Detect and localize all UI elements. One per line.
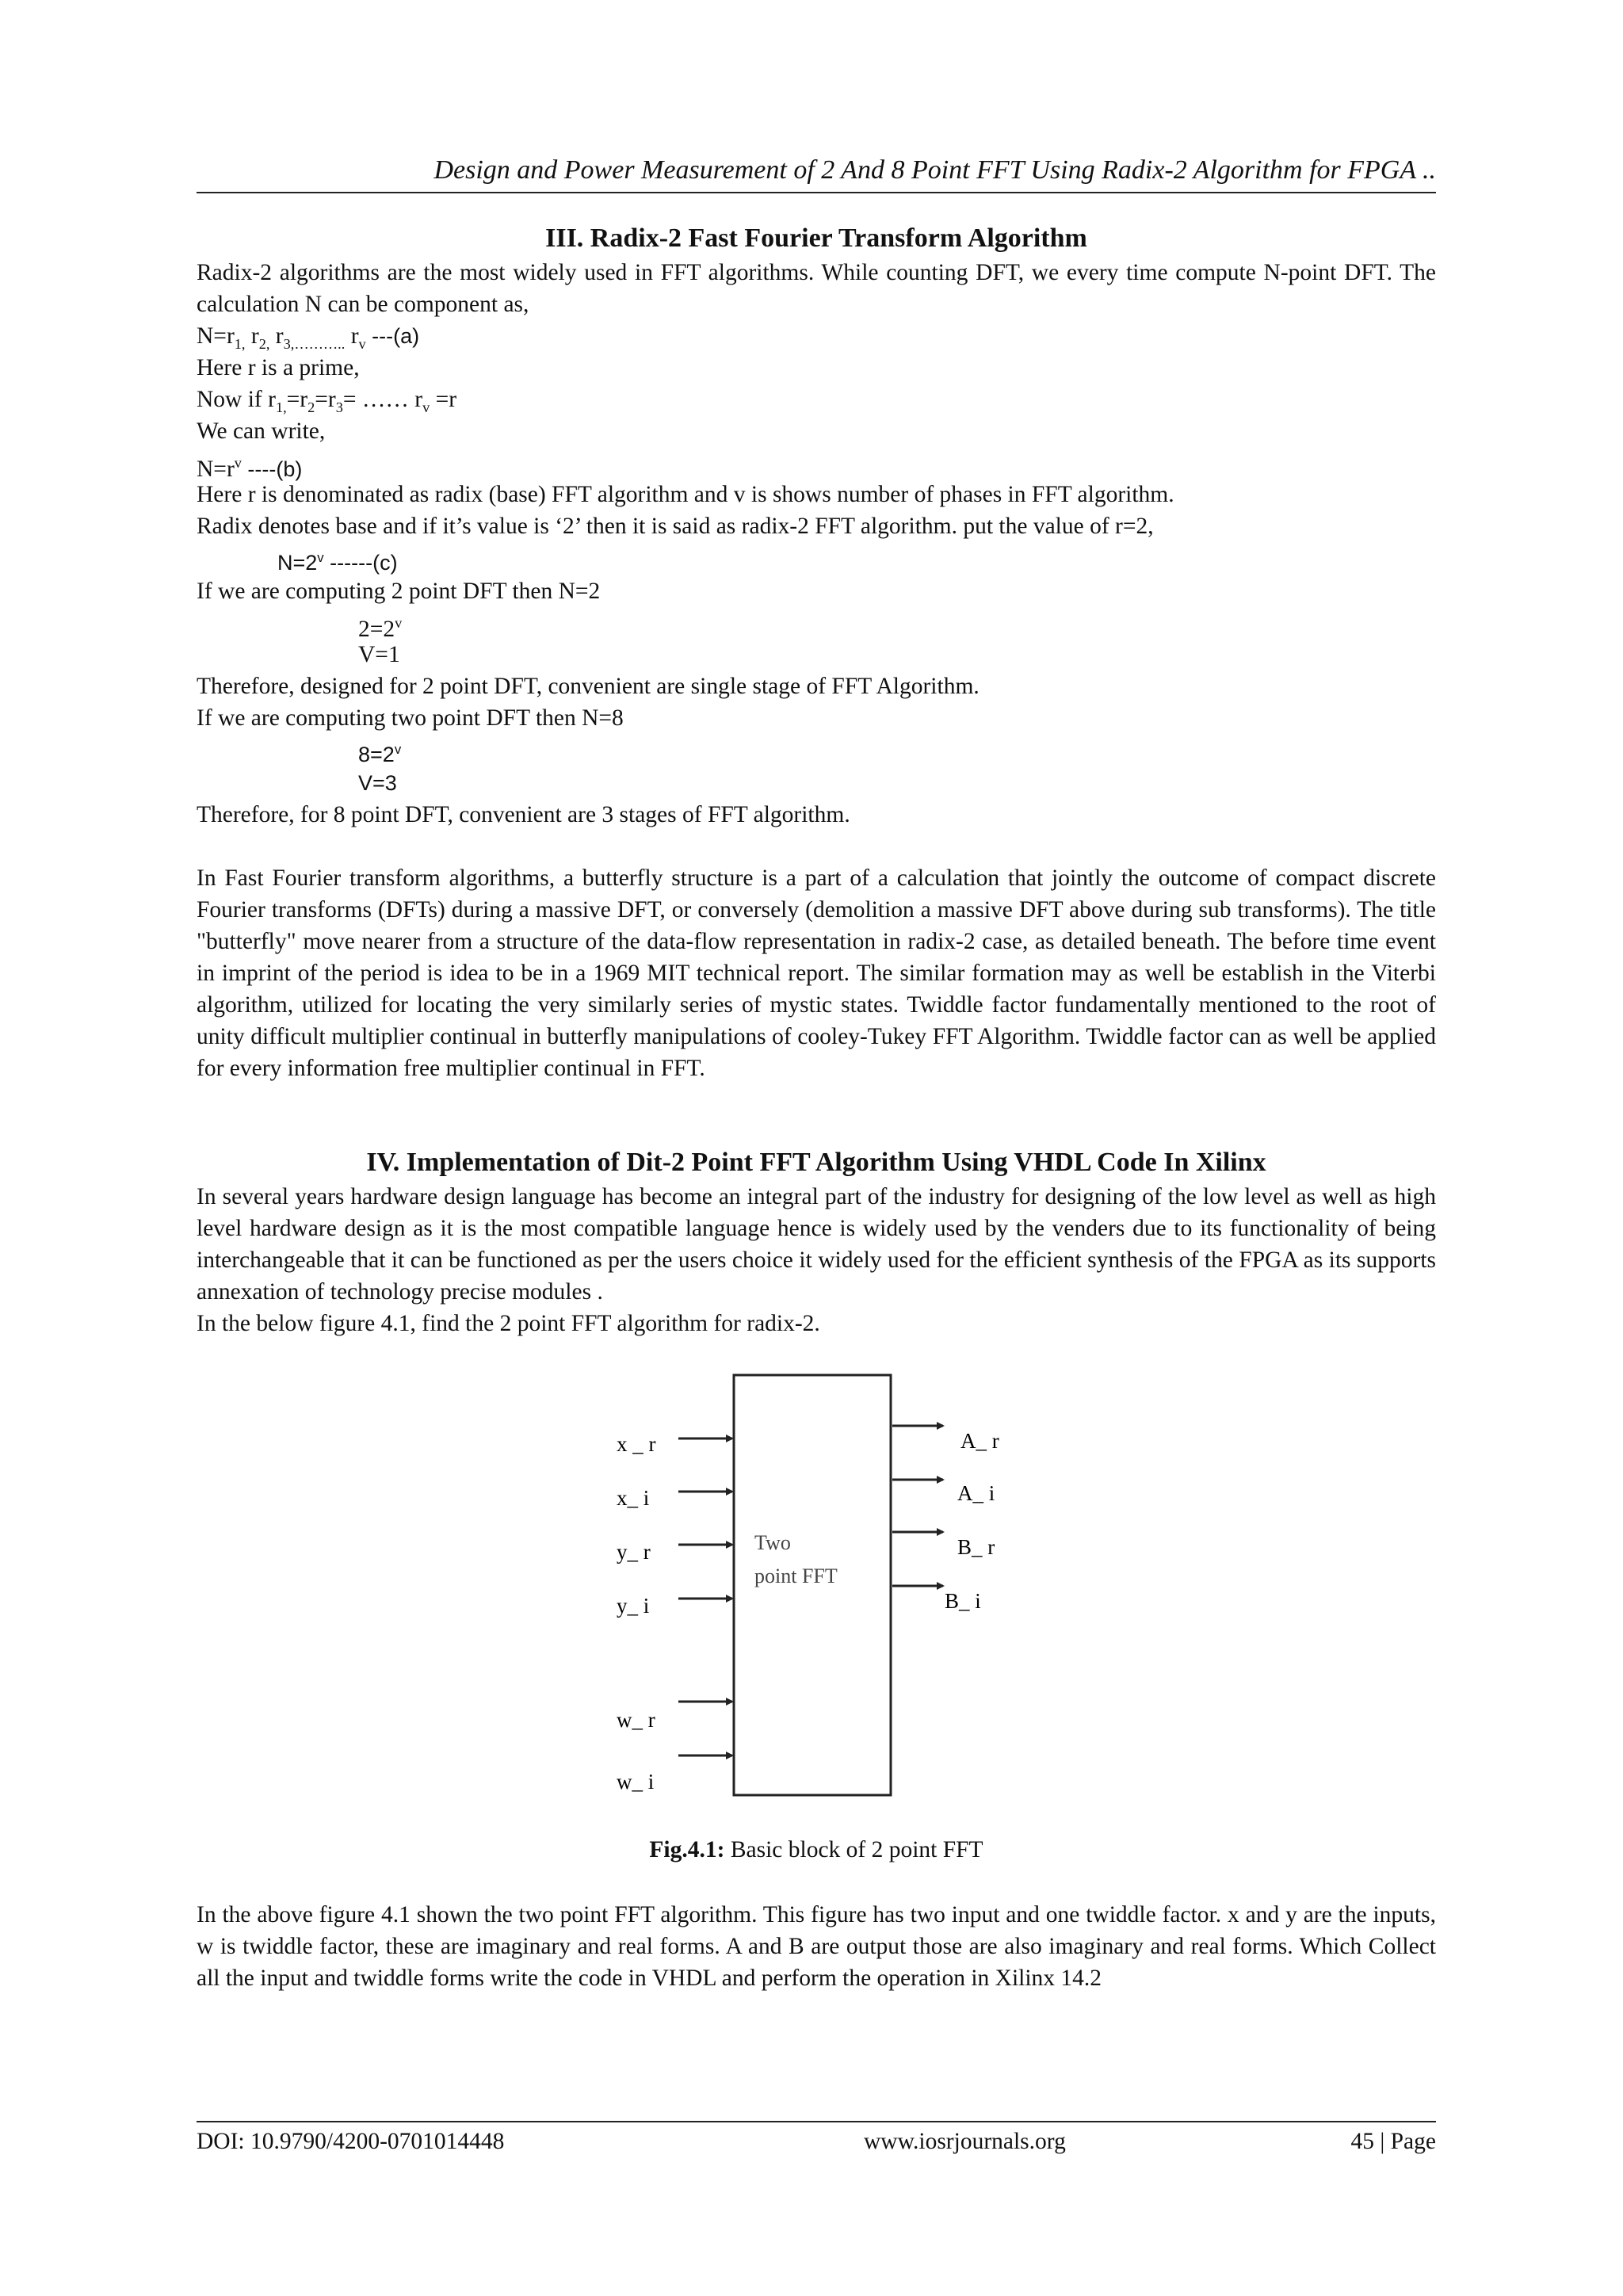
equation-8: $8=2^v$ [358, 742, 402, 766]
input-label-x-i: x_ i [617, 1486, 650, 1510]
header-rule [197, 192, 1436, 193]
figure-caption: Fig.4.1: Basic block of 2 point FFT [649, 1837, 983, 1862]
block-label-line-2: point FFT [754, 1564, 838, 1587]
butterfly-paragraph: In Fast Fourier transform algorithms, a butterfly structure is a part of a calculation that jointly the outcome of compact discrete Fourier transforms (DFTs) during a massive DFT, or conversely (demolition a massive DFT above during sub transforms). The title "butterfly" move nearer from a structure of the data-flow representation in radix-2 case, as detailed beneath. The before time event in imprint of the period is idea to be in a 1969 MIT technical report. The similar formation may as well be establish in the Viterbi algorithm, utilized for locating the very similarly series of mystic states. Twiddle factor fundamentally mentioned to the root of unity difficult multiplier continual in butterfly manipulations of cooley-Tukey FFT Algorithm. Twiddle factor can as well be applied for every information free multiplier continual in FFT. [197, 865, 1436, 1081]
prime-statement: Here r is a prime, [197, 355, 360, 380]
figure-4-1-diagram [602, 1359, 1030, 1819]
input-label-y-r: y_ r [617, 1540, 651, 1564]
output-label-b-r: B_ r [957, 1535, 995, 1559]
equation-2: $2=2^v$ [358, 615, 403, 642]
compute-8-point: If we are computing two point DFT then N=8 [197, 705, 624, 731]
footer-rule [197, 2121, 1436, 2122]
output-label-a-r: A_ r [960, 1429, 999, 1453]
equality-condition: Now if $r_{1,}=r_2=r_3=$ …… $r_v =r$ [197, 387, 457, 415]
compute-2-point: If we are computing 2 point DFT then N=2 [197, 579, 601, 604]
footer-page-number: 45 | Page [1350, 2129, 1436, 2154]
output-label-a-i: A_ i [957, 1481, 995, 1505]
section-4-paragraph-2: In the below figure 4.1, find the 2 point FFT algorithm for radix-2. [197, 1311, 820, 1336]
output-label-b-i: B_ i [945, 1589, 981, 1613]
section-3-intro: Radix-2 algorithms are the most widely used in FFT algorithms. While counting DFT, we every time compute N-point DFT. The calculation N can be component as, [197, 260, 1436, 317]
footer-website: www.iosrjournals.org [864, 2129, 1066, 2154]
running-title: Design and Power Measurement of 2 And 8 Point FFT Using Radix-2 Algorithm for FPGA .. [433, 155, 1436, 185]
v-equals-1: V=1 [358, 642, 400, 667]
section-4-paragraph-1: In several years hardware design language has become an integral part of the industry for designing of the low level as well as high level hardware design as it is the most compatible language hence is widely used by the venders due to its functionality of being interchangeable that it can be functioned as per the users choice it widely used for the efficient synthesis of the FPGA as its supports annexation of technology precise modules . [197, 1184, 1436, 1305]
radix-2-definition: Radix denotes base and if it’s value is ‘2’ then it is said as radix-2 FFT algorithm. put the value of r=2, [197, 514, 1154, 539]
v-equals-3: V=3 [358, 771, 397, 795]
equation-c: $N=2^v$ ------(c) [277, 550, 398, 575]
section-4-title: IV. Implementation of Dit-2 Point FFT Algorithm Using VHDL Code In Xilinx [366, 1148, 1266, 1177]
input-label-w-r: w_ r [617, 1708, 655, 1732]
input-label-y-i: y_ i [617, 1594, 650, 1618]
footer-doi: DOI: 10.9790/4200-0701014448 [197, 2129, 505, 2154]
we-can-write: We can write, [197, 418, 326, 444]
section-4-paragraph-3: In the above figure 4.1 shown the two point FFT algorithm. This figure has two input and one twiddle factor. x and y are the inputs, w is twiddle factor, these are imaginary and real forms. A and B are output those are also imaginary and real forms. Which Collect all the input and twiddle forms write the code in VHDL and perform the operation in Xilinx 14.2 [197, 1902, 1436, 1991]
equation-a: $N=r_{1,}$ $r_{2,}$ $r_{3,\dots\dots\dots..}$ $r_v$ ---(a) [197, 323, 420, 352]
input-label-w-i: w_ i [617, 1770, 655, 1794]
therefore-2-point: Therefore, designed for 2 point DFT, convenient are single stage of FFT Algorithm. [197, 674, 980, 699]
equation-b: $N=r^v$ ----(b) [197, 455, 303, 482]
input-label-x-r: x _ r [617, 1432, 656, 1456]
therefore-8-point: Therefore, for 8 point DFT, convenient are 3 stages of FFT algorithm. [197, 802, 850, 827]
section-3-title: III. Radix-2 Fast Fourier Transform Algorithm [545, 223, 1087, 253]
radix-definition: Here r is denominated as radix (base) FFT algorithm and v is shows number of phases in FFT algorithm. [197, 482, 1174, 507]
block-label-line-1: Two [754, 1531, 791, 1554]
